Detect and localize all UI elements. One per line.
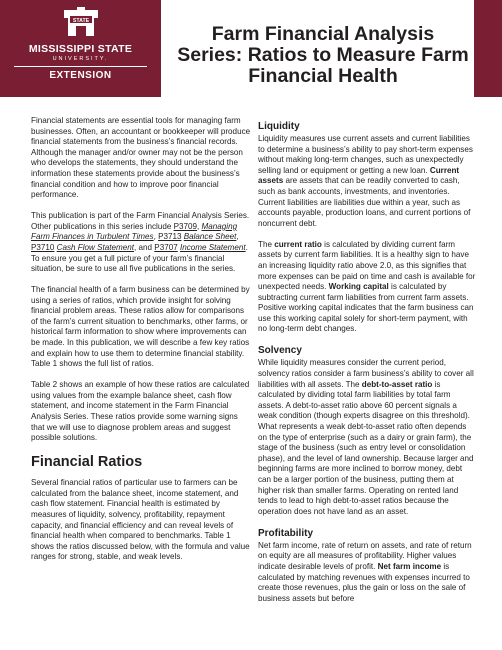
extension-logo (0, 0, 161, 97)
link-p3710-title[interactable]: Cash Flow Statement (56, 242, 135, 252)
link-p3713[interactable]: P3713 (158, 232, 182, 242)
current-ratio-paragraph: The current ratio is calculated by dividing current farm assets by current farm liabilities. It is a healthy sign to have an increasing liquidity ratio above 2.0, as this signifies that more expenses can be paid on time and cash is available for unexpected needs. Working capital is calculated by subtracting current farm liabilities from current farm assets. Positive working capital indicates that the farm business can use this working capital solely for short-term payment, with no long-term debt changes. (258, 239, 476, 334)
logo-extension: EXTENSION (49, 70, 112, 81)
left-column (31, 116, 252, 573)
logo-university-name: MISSISSIPPI STATE (28, 43, 133, 55)
link-p3707-title[interactable]: Income Statement (179, 242, 246, 252)
liquidity-heading: Liquidity (258, 121, 300, 132)
right-column (258, 121, 476, 615)
link-p3710[interactable]: P3710 (31, 242, 55, 252)
financial-ratios-heading: Financial Ratios (31, 454, 143, 471)
svg-text:STATE: STATE (72, 17, 90, 24)
intro-paragraph: Financial statements are essential tools for managing farm businesses. Often, an accountant or bookkeeper will produce financial statements from the business’s financial records. Although the manager and/or owner may not be the person who develops the statements, they should understand the information these statements provide about the business’s financial condition and how to improve poor financial performance. (31, 116, 251, 200)
link-p3709[interactable]: P3709 (173, 221, 198, 231)
logo-university-sub: UNIVERSITY. (52, 56, 109, 62)
table2-paragraph: Table 2 shows an example of how these ratios are calculated using values from the example balance sheet, cash flow statement, and income statement in the Farm Financial Analysis Series. These ratios provide some warning signs that we will use to diagnose problem areas and suggest possible solutions. (31, 380, 250, 443)
solvency-paragraph: While liquidity measures consider the current period, solvency ratios consider a farm business’s ability to cover all liabilities with all assets. The debt-to-asset ratio is calculated by dividing total farm liabilities by total farm assets. A debt-to-asset ratio above 60 percent signals a weak condition (though experts disagree on this threshold). What represents a weak debt-to-asset ratio often depends on the type of enterprise (such as a dairy or grain farm), the stage of the business (such as entry level or consolidation phase), and the level of land ownership. Because larger and beginning farms are more inclined to borrow money, debt can be a larger portion of the business, putting them at higher risk than smaller farms. Operating on rented land tends to lead to high debt-to-asset ratios because the operation does not have land as an asset. (258, 358, 474, 516)
liquidity-paragraph: Liquidity measures use current assets and current liabilities to determine a business’s ability to pay short-term expenses without making long-term changes, such as unexpectedly selling land or equipment or getting a new loan. Current assets are assets that can be readily converted to cash, such as bank accounts, investments, and inventories. Current liabilities are liabilities due within a year, such as accounts payable, production loans, and current portions of noncurrent debt. (258, 134, 473, 228)
university-seal-icon (61, 6, 101, 40)
series-paragraph: This publication is part of the Farm Financial Analysis Series. Other publications in this series include P3709, Managing Farm Finances in Turbulent Times, P3713 Balance Sheet, P3710 Cash Flow Statement, and P3707 Income Statement. To ensure you get a full picture of your farm’s financial situation, be sure to use all five publications in the series. (31, 211, 250, 274)
financial-ratios-paragraph: Several financial ratios of particular use to farmers can be calculated from the balance sheet, income statement, and cash flow statement. Financial health is estimated by measures of liquidity, solvency, profitability, repayment capacity, and financial efficiency and can reveal levels of financial health when compared to benchmarks. Table 1 shows the ratios discussed below, with the formula and value ranges for strong, stable, and weak levels. (31, 478, 250, 562)
link-p3713-title[interactable]: Balance Sheet (183, 232, 237, 242)
document-title: Farm Financial Analysis Series: Ratios to Measure Farm Financial Health (177, 23, 469, 87)
header-accent-band (474, 0, 502, 97)
ratios-intro-paragraph: The financial health of a farm business can be determined by using a series of ratios, which provide insight for solving financial problem areas. These ratios allow for comparisons of the farm’s current situation to benchmarks, other farms, or historical farm information to show where improvements can be made. In this publication, we will describe a few key ratios and explain how to use them to determine financial stability. Table 1 shows the full list of ratios. (31, 285, 250, 369)
profitability-heading: Profitability (258, 527, 314, 539)
link-p3707[interactable]: P3707 (154, 242, 178, 252)
link-p3709-title[interactable]: Managing Farm Finances in Turbulent Times (31, 221, 238, 242)
solvency-heading: Solvency (258, 345, 302, 357)
profitability-paragraph: Net farm income, rate of return on assets, and rate of return on equity are all measures of profitability. Higher values indicate desirable levels of profit. Net farm income is calculated by matching revenues with expenses incurred to create those revenues, plus the gain or loss on the sale of business assets but before (258, 540, 472, 603)
logo-divider (14, 66, 147, 67)
